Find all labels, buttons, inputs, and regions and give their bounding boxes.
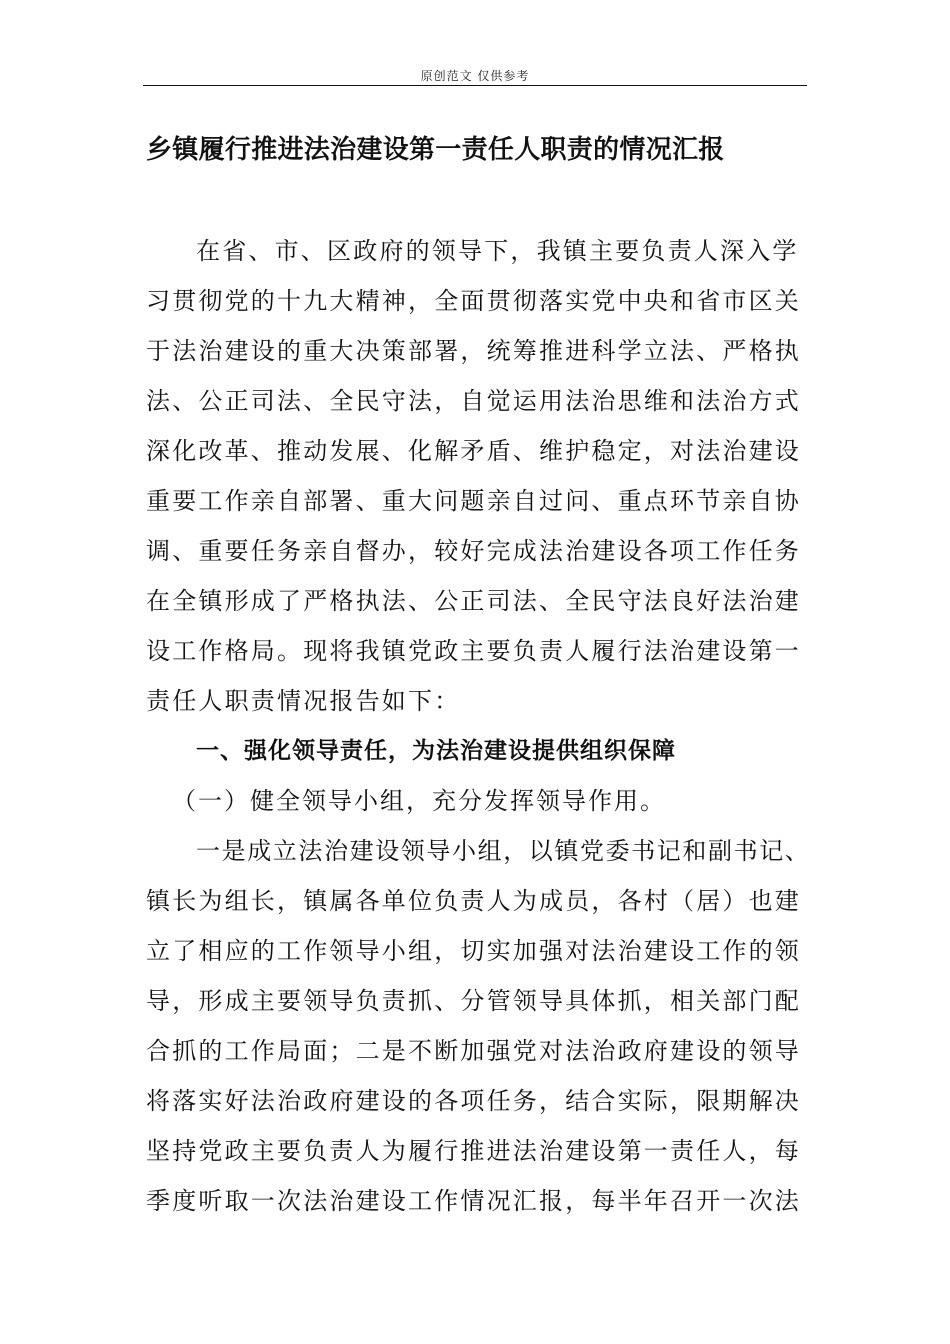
paragraph-line: 立了相应的工作领导小组，切实加强对法治建设工作的领 (146, 937, 801, 965)
paragraph-line: 导，形成主要领导负责抓、分管领导具体抓，相关部门配 (146, 987, 801, 1015)
subsection-heading: （一）健全领导小组，充分发挥领导作用。 (172, 787, 666, 815)
paragraph-line: 在全镇形成了严格执法、公正司法、全民守法良好法治建 (146, 587, 801, 615)
paragraph-line: 将落实好法治政府建设的各项任务，结合实际，限期解决 (146, 1087, 801, 1115)
paragraph-line: 在省、市、区政府的领导下，我镇主要负责人深入学 (196, 237, 799, 265)
paragraph-line: 季度听取一次法治建设工作情况汇报，每半年召开一次法 (146, 1187, 801, 1215)
paragraph-line: 于法治建设的重大决策部署，统筹推进科学立法、严格执 (146, 337, 801, 365)
page-header-text: 原创范文 仅供参考 (420, 69, 530, 83)
document-body (146, 226, 811, 1226)
paragraph-line: 一是成立法治建设领导小组，以镇党委书记和副书记、 (196, 837, 811, 865)
header-divider (143, 85, 807, 86)
document-title: 乡镇履行推进法治建设第一责任人职责的情况汇报 (146, 135, 725, 165)
paragraph-line: 坚持党政主要负责人为履行推进法治建设第一责任人，每 (146, 1137, 801, 1165)
section-heading: 一、强化领导责任，为法治建设提供组织保障 (196, 738, 676, 764)
paragraph-line: 法、公正司法、全民守法，自觉运用法治思维和法治方式 (146, 387, 801, 415)
paragraph-line: 重要工作亲自部署、重大问题亲自过问、重点环节亲自协 (146, 487, 801, 515)
paragraph-line: 合抓的工作局面；二是不断加强党对法治政府建设的领导 (146, 1037, 801, 1065)
paragraph-line: 设工作格局。现将我镇党政主要负责人履行法治建设第一 (146, 637, 801, 665)
paragraph-line: 责任人职责情况报告如下： (146, 687, 461, 715)
paragraph-line: 调、重要任务亲自督办，较好完成法治建设各项工作任务 (146, 537, 801, 565)
paragraph-line: 习贯彻党的十九大精神，全面贯彻落实党中央和省市区关 (146, 287, 801, 315)
paragraph-line: 镇长为组长，镇属各单位负责人为成员，各村（居）也建 (146, 887, 801, 915)
paragraph-line: 深化改革、推动发展、化解矛盾、维护稳定，对法治建设 (146, 437, 801, 465)
